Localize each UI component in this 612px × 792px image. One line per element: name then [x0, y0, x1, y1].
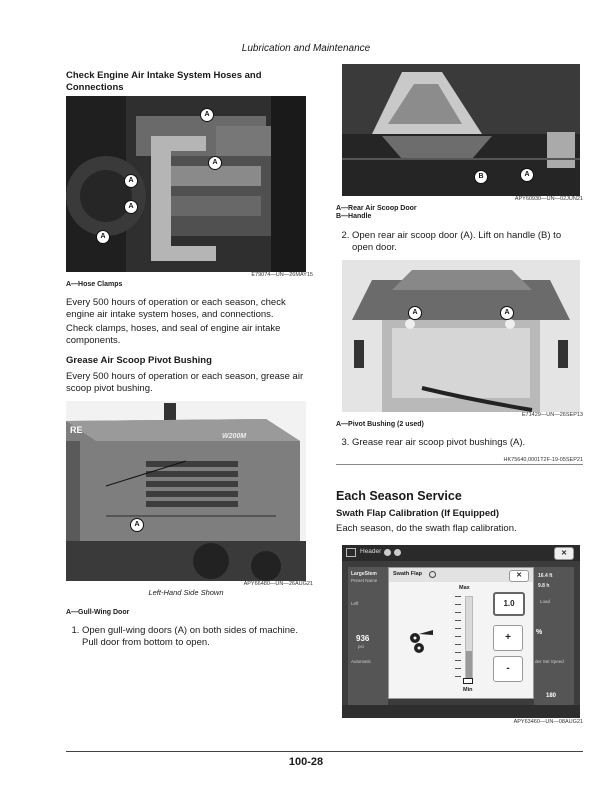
footer-divider — [66, 751, 583, 752]
figure-caption-b: B—Handle — [336, 213, 372, 220]
increase-button[interactable]: + — [493, 625, 523, 651]
rear-scoop-illustration — [342, 64, 580, 196]
page-number: 100-28 — [288, 756, 324, 768]
bg-preset-title: LargeStem — [351, 571, 377, 577]
figure-code: E71429—UN—26SEP13 — [521, 412, 583, 418]
bg-percent: % — [536, 629, 543, 636]
figure-code: APY66480—UN—26AUG21 — [243, 581, 313, 587]
callout-a: A — [124, 174, 138, 188]
swath-flap-slider[interactable] — [465, 596, 473, 684]
step-list — [66, 625, 316, 649]
info-icon — [384, 549, 391, 556]
swath-flap-value-field[interactable]: 1.0 — [493, 592, 525, 616]
engine-hoses-photo — [66, 96, 306, 272]
section-heading-pivot-bushing: Grease Air Scoop Pivot Bushing — [66, 355, 212, 366]
app-close-button[interactable]: ✕ — [554, 547, 574, 560]
reference-code: HK75640,0001T2F-19-05SEP21 — [503, 457, 583, 463]
section-heading-air-intake: Check Engine Air Intake System Hoses and Connections — [66, 70, 262, 93]
callout-a: A — [124, 200, 138, 214]
figure-caption-a: A—Rear Air Scoop Door — [336, 205, 417, 212]
figure-subtitle: Left-Hand Side Shown — [148, 588, 224, 597]
callout-a: A — [520, 168, 534, 182]
decrease-button[interactable]: - — [493, 656, 523, 682]
bg-set-speed-label: der Set Speed — [535, 659, 564, 664]
figure-code: APY60930—UN—02JUN21 — [514, 196, 583, 202]
bg-speed-value: 16.4 ft — [538, 573, 553, 579]
bg-psi-value: 936 — [356, 634, 370, 643]
callout-a: A — [96, 230, 110, 244]
paragraph: Every 500 hours of operation or each season, check engine air intake system hoses, and connections. — [66, 297, 286, 320]
slider-ticks — [455, 596, 461, 684]
step-2: 2. Open rear air scoop door (A). Lift on handle (B) to open door. — [352, 230, 582, 254]
slider-max-label: Max — [459, 585, 470, 591]
engine-hoses-illustration — [66, 96, 306, 272]
callout-b: B — [474, 170, 488, 184]
swath-flap-icon — [407, 626, 437, 654]
figure-caption: A—Hose Clamps — [66, 281, 123, 288]
step-list — [336, 437, 582, 449]
step-3: 3. Grease rear air scoop pivot bushings (A). — [352, 437, 582, 449]
pivot-bushing-photo — [342, 260, 580, 412]
paragraph: Each season, do the swath flap calibration. — [336, 523, 517, 534]
section-heading-each-season: Each Season Service — [336, 489, 462, 503]
step-list — [336, 230, 582, 254]
callout-a: A — [408, 306, 422, 320]
figure-code: APY63460—UN—08AUG21 — [513, 719, 583, 725]
figure-caption: A—Gull-Wing Door — [66, 609, 130, 616]
figure-code: E79074—UN—26MAY15 — [251, 272, 313, 278]
callout-a: A — [200, 108, 214, 122]
figure-caption: A—Pivot Bushing (2 used) — [336, 421, 424, 428]
bg-psi-unit: psi — [358, 644, 364, 649]
app-header-title: Header — [360, 548, 382, 555]
bg-automatic-label: Automatic — [351, 659, 372, 664]
bg-left-label: Left — [351, 601, 359, 606]
swath-flap-dialog — [388, 567, 534, 699]
callout-a: A — [130, 518, 144, 532]
machine-side-illustration — [66, 401, 306, 581]
bg-load-label: Load — [540, 599, 551, 604]
rear-air-scoop-door-photo — [342, 64, 580, 196]
badge-brand: RE — [70, 425, 83, 435]
gull-wing-door-photo — [66, 401, 306, 581]
paragraph: Every 500 hours of operation or each season, grease air scoop pivot bushing. — [66, 371, 304, 394]
callout-a: A — [208, 156, 222, 170]
info-icon[interactable] — [429, 571, 436, 578]
page-header: Lubrication and Maintenance — [241, 43, 371, 54]
header-icon — [346, 548, 356, 557]
badge-model: W200M — [222, 433, 247, 440]
slider-handle[interactable] — [463, 678, 473, 684]
bg-bottom-bar — [342, 705, 580, 718]
section-heading-swath-flap: Swath Flap Calibration (If Equipped) — [336, 508, 500, 519]
step-1: 1. Open gull-wing doors (A) on both sides of machine. Pull door from bottom to open. — [82, 625, 316, 649]
divider — [336, 464, 583, 465]
bg-speed-180: 180 — [546, 693, 557, 699]
bg-speed-value: 9.8 h — [538, 583, 550, 589]
swath-flap-screen-figure — [342, 545, 580, 718]
dialog-close-button[interactable]: ✕ — [509, 570, 529, 582]
info-icon — [394, 549, 401, 556]
dialog-title: Swath Flap — [393, 571, 423, 577]
paragraph: Check clamps, hoses, and seal of engine air intake components. — [66, 323, 281, 346]
cab-rear-illustration — [342, 260, 580, 412]
callout-a: A — [500, 306, 514, 320]
slider-min-label: Min — [463, 687, 473, 693]
bg-preset-name: Preset Name — [351, 578, 378, 583]
